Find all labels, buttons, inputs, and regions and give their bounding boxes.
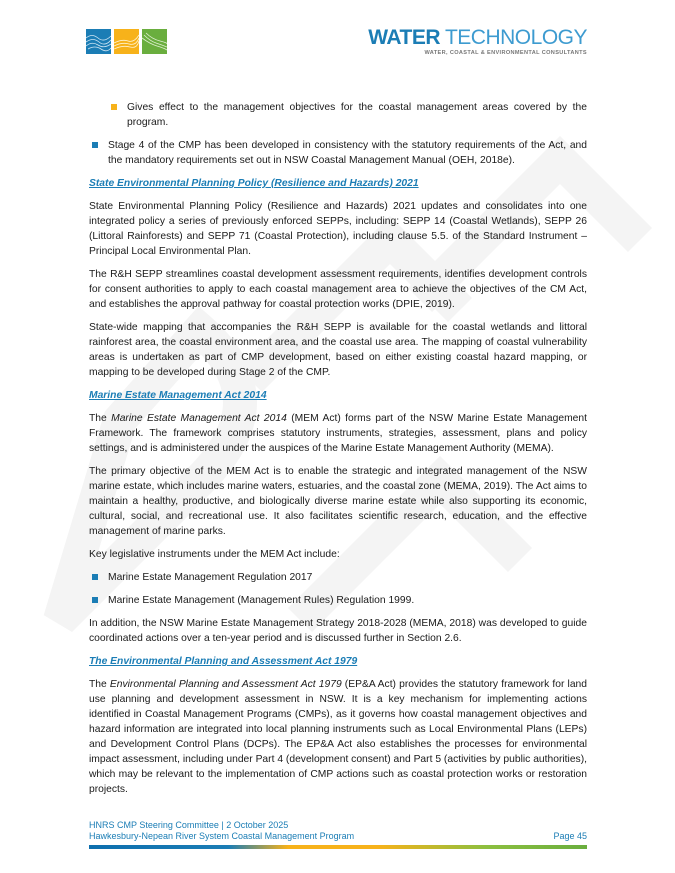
text-run: The xyxy=(89,413,112,424)
brand-name-bold: WATER xyxy=(368,26,440,49)
paragraph: Key legislative instruments under the MEM Act include: xyxy=(89,549,340,560)
paragraph xyxy=(89,677,587,797)
list-item-text: Stage 4 of the CMP has been developed in consistency with the statutory requirements of the Act, and the mandatory requirements set out in NSW Coastal Management Manual (OEH, 2018e). xyxy=(108,140,587,166)
paragraph: In addition, the NSW Marine Estate Management Strategy 2018-2028 (MEMA, 2018) was developed to guide coordinated actions over a ten-year period and is discussed further in Section 2.6. xyxy=(89,618,587,644)
text-run: (EP&A Act) provides the statutory framework for land use planning and development assessment in NSW. It is a key mechanism for implementing actions identified in Coastal Management Programs (CMPs), as it governs how coastal management objectives and hazard information are integrated into local planning instruments such as Local Environmental Plans (LEPs) and Development Control Plans (DCPs). The EP&A Act also establishes the processes for environmental impact assessment, including under Part 4 (development consent) and Part 5 (activities by public authorities), which may be relevant to the implementation of CMP actions such as coastal protection works or restoration projects. xyxy=(89,679,587,795)
section-heading-epa-act[interactable]: The Environmental Planning and Assessment Act 1979 xyxy=(89,656,358,667)
brand-name-light: TECHNOLOGY xyxy=(444,26,587,49)
yellow-wave-tile-icon xyxy=(114,29,139,54)
page-footer xyxy=(89,820,587,842)
act-title-italic: Marine Estate Management Act 2014 xyxy=(111,413,287,424)
blue-wave-tile-icon xyxy=(86,29,111,54)
paragraph: The R&H SEPP streamlines coastal development assessment requirements, identifies development controls for consent authorities to apply to each coastal management area to achieve the objectives of the CM Act, and establishes the approval pathway for coastal protection works (DPIE, 2019). xyxy=(89,269,587,310)
paragraph: State Environmental Planning Policy (Resilience and Hazards) 2021 updates and consolidates into one integrated policy a series of previously enforced SEPPs, including: SEPP 14 (Coastal Wetlands), SEPP 26 (Littoral Rainforests) and SEPP 71 (Coastal Protection), including clause 5.5. of the Standard Instrument – Principal Local Environmental Plan. xyxy=(89,201,587,257)
blue-square-bullet-icon xyxy=(92,142,98,148)
paragraph: The primary objective of the MEM Act is to enable the strategic and integrated management of the NSW marine estate, which includes marine waters, estuaries, and the coastal zone (MEMA, 2019). The Act aims to maintain a healthy, productive, and biologically diverse marine estate while also supporting its economic, cultural, social, and recreational use. It also facilitates scientific research, education, and the effective management of marine parks. xyxy=(89,466,587,537)
footer-gradient-bar xyxy=(89,845,587,849)
page-number: Page 45 xyxy=(553,831,587,841)
list-item-text: Marine Estate Management (Management Rules) Regulation 1999. xyxy=(108,595,415,606)
brand-tagline: WATER, COASTAL & ENVIRONMENTAL CONSULTANTS xyxy=(424,50,587,56)
section-heading-sepp[interactable]: State Environmental Planning Policy (Resilience and Hazards) 2021 xyxy=(89,178,419,189)
list-item xyxy=(89,593,587,608)
logo xyxy=(86,29,167,54)
green-wave-tile-icon xyxy=(142,29,167,54)
brand-logo xyxy=(368,27,587,56)
footer-line-2: Hawkesbury-Nepean River System Coastal Management Program xyxy=(89,831,355,841)
paragraph: State-wide mapping that accompanies the R&H SEPP is available for the coastal wetlands and littoral rainforest area, the coastal environment area, and the coastal use area. The mapping of coastal vulnerability areas is undertaken as part of CMP development, based on either existing coastal hazard mapping, or mapping to be developed during Stage 2 of the CMP. xyxy=(89,322,587,378)
text-run: The xyxy=(89,679,110,690)
act-title-italic: Environmental Planning and Assessment Act 1979 xyxy=(109,679,342,690)
text-run: (MEM Act) forms part of the NSW Marine Estate Management Framework. The framework comprises statutory instruments, strategies, assessment, plans and policy settings, and is administered under the auspices of the Marine Estate Management Authority (MEMA). xyxy=(89,413,587,454)
orange-square-bullet-icon xyxy=(111,104,117,110)
list-item xyxy=(89,570,587,585)
list-item xyxy=(89,138,587,168)
section-heading-mem-act[interactable]: Marine Estate Management Act 2014 xyxy=(89,390,267,401)
list-item-text: Gives effect to the management objectives for the coastal management areas covered by the program. xyxy=(127,102,587,128)
paragraph xyxy=(89,411,587,456)
footer-line-1: HNRS CMP Steering Committee | 2 October 2025 xyxy=(89,820,289,830)
list-item-text: Marine Estate Management Regulation 2017 xyxy=(108,572,313,583)
blue-square-bullet-icon xyxy=(92,597,98,603)
page-header xyxy=(0,0,675,70)
document-body xyxy=(89,100,587,805)
blue-square-bullet-icon xyxy=(92,574,98,580)
brand-name xyxy=(368,27,587,48)
list-item xyxy=(108,100,587,130)
